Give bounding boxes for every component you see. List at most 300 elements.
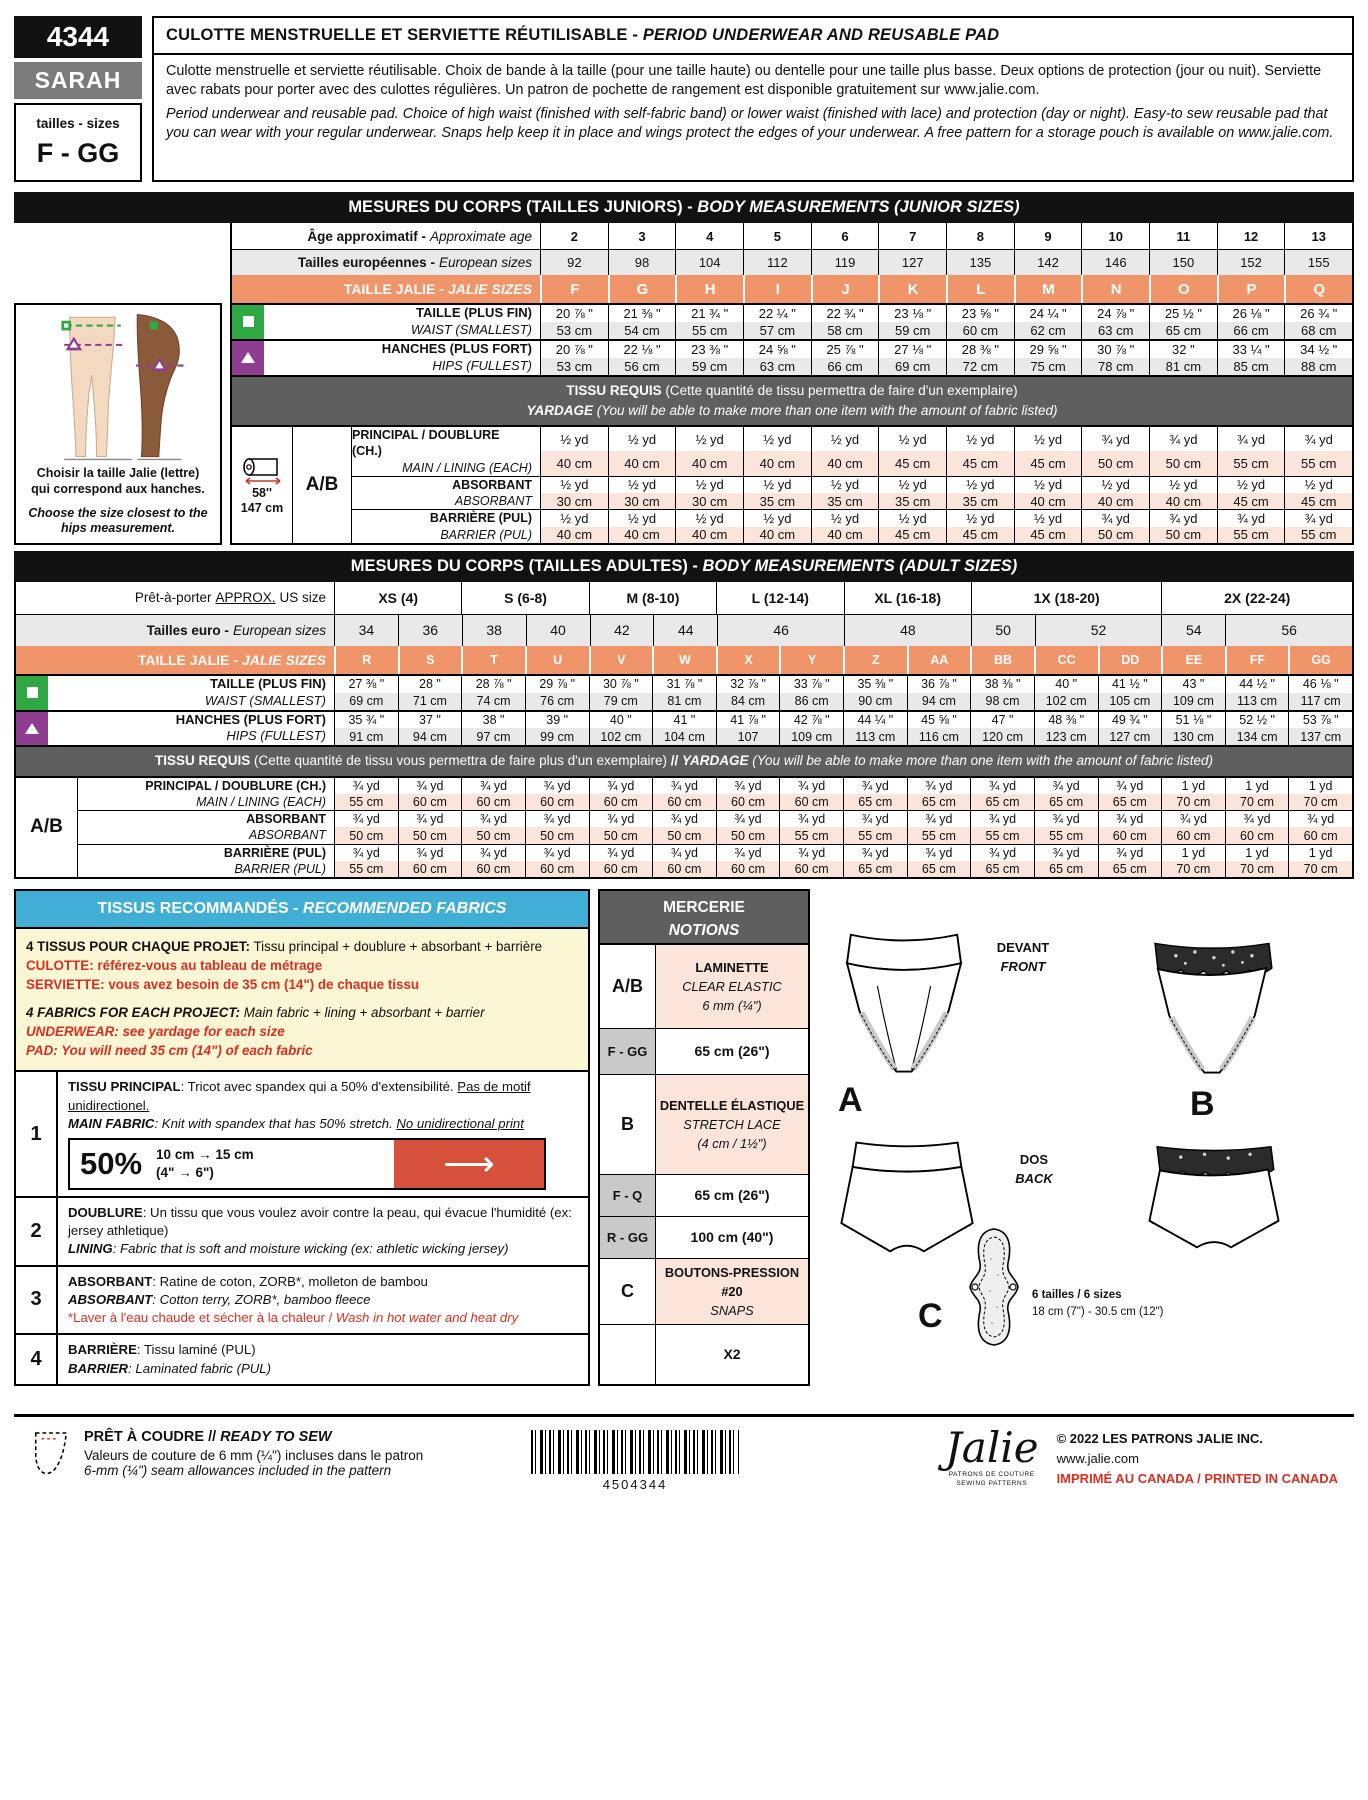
yardage-cell: 60 cm — [525, 861, 589, 877]
waist-inch-cell: 44 ½ " — [1225, 676, 1289, 693]
yardage-cell: ½ yd — [811, 477, 879, 493]
waist-label — [264, 305, 540, 339]
yardage-cell: ½ yd — [540, 510, 608, 526]
header — [14, 16, 1354, 182]
header-left-column — [14, 16, 142, 182]
junior-title-en: BODY MEASUREMENTS (JUNIOR SIZES) — [697, 198, 1020, 216]
hips-cm-cell: 116 cm — [907, 728, 971, 745]
fabric-row-number: 3 — [16, 1267, 58, 1334]
us-label-post: US size — [279, 590, 326, 606]
euro-cell: 142 — [1014, 250, 1082, 275]
hips-inch-cell: 40 " — [589, 712, 653, 729]
pattern-number: 4344 — [14, 16, 142, 58]
yardage-cell: ¾ yd — [1098, 778, 1162, 794]
hips-cm-cell: 59 cm — [675, 358, 743, 375]
stretch-percent: 50% — [80, 1145, 143, 1181]
pattern-title-fr: CULOTTE MENSTRUELLE ET SERVIETTE RÉUTILISABLE - — [166, 26, 643, 44]
yardage-cell: ½ yd — [608, 427, 676, 451]
yardage-cell: ¾ yd — [907, 811, 971, 827]
adult-jalie-row — [16, 646, 1352, 674]
yardage-cell: ¾ yd — [1288, 811, 1352, 827]
yardage-cell: ½ yd — [743, 477, 811, 493]
junior-age-row — [232, 223, 1352, 249]
yardage-cell: 60 cm — [461, 861, 525, 877]
us-size-cell: M (8-10) — [589, 582, 716, 614]
intro-line-1 — [26, 937, 578, 956]
notion-qty: 65 cm (26") — [694, 1043, 770, 1060]
euro-cell: 112 — [743, 250, 811, 275]
hips-inch-cell: 47 " — [970, 712, 1034, 729]
header-right-box — [152, 16, 1354, 182]
footer-left — [30, 1429, 470, 1481]
yardage-cell: ¾ yd — [525, 845, 589, 861]
adult-euro-cells — [334, 615, 1352, 646]
yardage-cell: ¾ yd — [779, 811, 843, 827]
care-note-fr: *Laver à l'eau chaude et sécher à la chaleur — [68, 1310, 329, 1326]
yardage-cell: ¾ yd — [1149, 427, 1217, 451]
waist-square-icon — [232, 305, 264, 339]
yardage-cell: 40 cm — [1081, 493, 1149, 509]
adult-euro-cell: 50 — [971, 615, 1035, 646]
junior-absorbent-yardage — [352, 476, 1352, 510]
hips-cm-cell: 104 cm — [652, 728, 716, 745]
intro-line-1-text: Tissu principal + doublure + absorbant + barrière — [249, 939, 543, 955]
back-view-label — [1004, 1151, 1064, 1189]
absorbent-label-en: ABSORBANT — [454, 494, 532, 509]
hips-inch-cell: 29 ⅝ " — [1014, 341, 1082, 358]
ready-fr: PRÊT À COUDRE // — [84, 1428, 221, 1445]
notion-code: B — [600, 1075, 656, 1174]
us-size-label — [16, 582, 334, 614]
yardage-cell: ¾ yd — [970, 811, 1034, 827]
yardage-cell: 45 cm — [946, 451, 1014, 475]
adult-main-values — [334, 778, 1352, 811]
waist-label-en: WAIST (SMALLEST) — [410, 321, 532, 337]
waist-cm-cell: 54 cm — [608, 322, 676, 339]
hips-cm-cells — [540, 358, 1352, 375]
stretch-range-imperial: (4" → 6") — [156, 1164, 214, 1180]
intro-line-6-lead: PAD: — [26, 1043, 58, 1059]
hips-inch-cell: 20 ⅞ " — [540, 341, 608, 358]
adult-table-title — [14, 551, 1354, 582]
yardage-banner-en-title: YARDAGE — [526, 402, 597, 418]
adult-jalie-cell: FF — [1225, 646, 1289, 674]
jalie-logo-subtitle — [945, 1470, 1039, 1488]
waist-inch-cell: 21 ⅜ " — [608, 305, 676, 322]
yardage-cell: 55 cm — [1217, 451, 1285, 475]
waist-cm-cell: 98 cm — [970, 693, 1034, 710]
age-label-fr: Âge approximatif - — [307, 228, 426, 244]
yardage-cell: 60 cm — [1288, 827, 1352, 843]
adult-absorbent-label-fr: ABSORBANT — [246, 812, 326, 827]
body-measurement-illustration — [14, 303, 222, 545]
waist-inch-cell: 23 ⅛ " — [878, 305, 946, 322]
waist-cm-cell: 62 cm — [1014, 322, 1082, 339]
hips-cm-cell: 102 cm — [589, 728, 653, 745]
yardage-cell: ¾ yd — [907, 845, 971, 861]
waist-inch-cell: 27 ⅜ " — [334, 676, 398, 693]
view-c-label: C — [918, 1297, 943, 1336]
yardage-cell: 65 cm — [1034, 794, 1098, 810]
yardage-cell: 70 cm — [1225, 861, 1289, 877]
absorbent-fr-text: : Ratine de coton, ZORB*, molleton de bambou — [152, 1273, 428, 1289]
notion-qty-cell — [656, 1029, 808, 1074]
yardage-cell: 60 cm — [652, 794, 716, 810]
website: www.jalie.com — [1056, 1450, 1139, 1466]
fabrics-header — [16, 891, 588, 929]
hips-inch-cell: 32 " — [1149, 341, 1217, 358]
view-b-back-drawing — [1138, 1141, 1290, 1253]
adult-jalie-cells — [334, 646, 1352, 674]
yardage-cell: ¾ yd — [589, 778, 653, 794]
yardage-cell: 70 cm — [1288, 794, 1352, 810]
euro-cell: 92 — [540, 250, 608, 275]
yardage-cell: ¾ yd — [1149, 510, 1217, 526]
notion-name-en: CLEAR ELASTIC — [682, 979, 782, 995]
yardage-cell: 65 cm — [970, 861, 1034, 877]
hips-inch-cell: 53 ⅞ " — [1288, 712, 1352, 729]
yardage-cell: ¾ yd — [716, 778, 780, 794]
logo-sub-fr: PATRONS DE COUTURE — [948, 1470, 1035, 1478]
adult-table — [14, 582, 1354, 879]
yardage-cell: 55 cm — [779, 827, 843, 843]
waist-cm-cell: 84 cm — [716, 693, 780, 710]
yardage-cell: 60 cm — [589, 794, 653, 810]
yardage-cell: 40 cm — [743, 527, 811, 543]
notion-size: (4 cm / 1½") — [697, 1136, 767, 1152]
yardage-cell: 35 cm — [811, 493, 879, 509]
notions-title-en: NOTIONS — [668, 922, 740, 940]
ready-to-sew-note — [84, 1429, 423, 1481]
waist-inch-cell: 24 ⅞ " — [1081, 305, 1149, 322]
jalie-size-cell: P — [1217, 275, 1285, 303]
age-cell: 9 — [1014, 223, 1082, 249]
age-cell: 3 — [608, 223, 676, 249]
age-cell: 10 — [1081, 223, 1149, 249]
yardage-cell: 65 cm — [1034, 861, 1098, 877]
fabric-row-2-body — [58, 1198, 588, 1265]
yardage-cell: ½ yd — [878, 427, 946, 451]
yardage-cell: 50 cm — [589, 827, 653, 843]
adult-hips-cm-cells — [334, 728, 1352, 745]
hips-label-en: HIPS (FULLEST) — [432, 357, 532, 373]
yardage-cell: ¾ yd — [334, 811, 398, 827]
stretch-gauge — [68, 1138, 546, 1190]
yardage-cell: 40 cm — [1149, 493, 1217, 509]
intro-line-6-text: You will need 35 cm (14") of each fabric — [57, 1043, 313, 1059]
waist-inch-cell: 38 ⅜ " — [970, 676, 1034, 693]
yardage-cell: 1 yd — [1161, 778, 1225, 794]
fabric-row-number: 1 — [16, 1072, 58, 1196]
yardage-banner-fr-title: TISSU REQUIS — [566, 382, 666, 398]
waist-inch-cell: 43 " — [1161, 676, 1225, 693]
notion-size-range-empty — [600, 1325, 656, 1384]
age-cell: 6 — [811, 223, 879, 249]
notion-name-en: SNAPS — [710, 1303, 754, 1319]
notion-code: C — [600, 1259, 656, 1324]
waist-cm-cell: 65 cm — [1149, 322, 1217, 339]
yardage-cell: 50 cm — [716, 827, 780, 843]
yardage-cell: 50 cm — [525, 827, 589, 843]
notion-name-fr: BOUTONS-PRESSION — [664, 1264, 800, 1280]
notions-title-fr: MERCERIE — [663, 899, 745, 917]
yardage-cell: ¾ yd — [1217, 427, 1285, 451]
junior-jalie-row — [232, 275, 1352, 303]
notion-item-elastic — [600, 945, 808, 1029]
notion-description — [656, 1259, 808, 1324]
hips-inch-cell: 24 ⅝ " — [743, 341, 811, 358]
adult-banner-en-text: (You will be able to make more than one item with the amount of fabric listed) — [752, 753, 1214, 769]
yardage-cell: ½ yd — [1014, 477, 1082, 493]
adult-jalie-label-fr: TAILLE JALIE - — [137, 651, 238, 668]
euro-cell: 119 — [811, 250, 879, 275]
waist-inch-cell: 30 ⅞ " — [589, 676, 653, 693]
hips-cm-cell: 91 cm — [334, 728, 398, 745]
yardage-cell: 45 cm — [946, 527, 1014, 543]
yardage-cell: ¾ yd — [1161, 811, 1225, 827]
yardage-cell: 65 cm — [1098, 794, 1162, 810]
us-size-cell: XS (4) — [334, 582, 461, 614]
intro-line-2-text: référez-vous au tableau de métrage — [93, 958, 323, 974]
pattern-title-en: PERIOD UNDERWEAR AND REUSABLE PAD — [642, 26, 1000, 44]
waist-inch-cell: 41 ½ " — [1098, 676, 1162, 693]
hips-cm-cell: 99 cm — [525, 728, 589, 745]
adult-yardage-banner — [16, 745, 1352, 775]
waist-inch-cell: 26 ⅛ " — [1217, 305, 1285, 322]
waist-cm-cell: 109 cm — [1161, 693, 1225, 710]
adult-jalie-cell: BB — [970, 646, 1034, 674]
yardage-cell: 1 yd — [1288, 778, 1352, 794]
jalie-label-en: JALIE SIZES — [447, 281, 532, 297]
waist-inch-cell: 22 ¼ " — [743, 305, 811, 322]
waist-inch-cell: 21 ¾ " — [675, 305, 743, 322]
hips-inch-cell: 27 ⅛ " — [878, 341, 946, 358]
hips-inch-cell: 42 ⅞ " — [779, 712, 843, 729]
yardage-cell: ½ yd — [946, 427, 1014, 451]
footer — [14, 1414, 1354, 1492]
yardage-cell: ½ yd — [1284, 477, 1352, 493]
yardage-cell: 65 cm — [907, 861, 971, 877]
hips-inch-cell: 28 ⅜ " — [946, 341, 1014, 358]
notion-code: A/B — [600, 945, 656, 1028]
adult-absorbent-label — [78, 811, 334, 844]
notion-item-lace — [600, 1075, 808, 1175]
fabric-row-3 — [16, 1267, 588, 1336]
adult-waist-block — [16, 674, 1352, 710]
lining-fr-lead: DOUBLURE — [68, 1204, 143, 1220]
yardage-cell: 65 cm — [907, 794, 971, 810]
yardage-cell: ¾ yd — [461, 778, 525, 794]
hips-inch-cell: 37 " — [398, 712, 462, 729]
waist-cm-cell: 94 cm — [907, 693, 971, 710]
yardage-cell: ¾ yd — [589, 811, 653, 827]
yardage-cell: ¾ yd — [779, 845, 843, 861]
us-size-cell: XL (16-18) — [844, 582, 971, 614]
yardage-cell: 65 cm — [843, 794, 907, 810]
absorbent-en — [68, 1291, 578, 1309]
absorbent-yardage-values — [540, 477, 1352, 510]
adult-jalie-cell: T — [461, 646, 525, 674]
yardage-cell: ¾ yd — [716, 845, 780, 861]
yardage-cell: 60 cm — [1098, 827, 1162, 843]
waist-cm-cell: 105 cm — [1098, 693, 1162, 710]
yardage-cell: 40 cm — [743, 451, 811, 475]
yardage-cell: 35 cm — [743, 493, 811, 509]
hips-inch-cell: 25 ⅞ " — [811, 341, 879, 358]
adult-title-en: BODY MEASUREMENTS (ADULT SIZES) — [702, 556, 1018, 575]
yardage-cell: 55 cm — [1284, 527, 1352, 543]
barrier-fr-lead: BARRIÈRE — [68, 1342, 137, 1358]
main-label-en: MAIN / LINING (EACH) — [402, 460, 532, 475]
adult-euro-cell: 56 — [1225, 615, 1352, 646]
euro-cell: 104 — [675, 250, 743, 275]
yardage-banner-fr — [238, 381, 1346, 401]
abs-cm-cells — [540, 493, 1352, 509]
junior-yardage — [232, 425, 1352, 543]
adult-barrier-yardage — [78, 844, 1352, 878]
ready-en: READY TO SEW — [220, 1428, 332, 1445]
hips-inch-cell: 44 ¼ " — [843, 712, 907, 729]
adult-barrier-values — [334, 845, 1352, 878]
yardage-cell: 45 cm — [1284, 493, 1352, 509]
waist-cm-cell: 86 cm — [779, 693, 843, 710]
yardage-cell: 60 cm — [589, 861, 653, 877]
pattern-name: SARAH — [14, 62, 142, 99]
view-a-label: A — [838, 1081, 863, 1120]
intro-line-4-lead: 4 FABRICS FOR EACH PROJECT: — [26, 1005, 241, 1021]
waist-inch-cells — [540, 305, 1352, 322]
yardage-cell: 40 cm — [608, 527, 676, 543]
yardage-banner-fr-text: (Cette quantité de tissu permettra de faire d'un exemplaire) — [665, 382, 1018, 398]
yardage-cell: ½ yd — [811, 510, 879, 526]
hips-label — [264, 341, 540, 375]
waist-inch-cell: 46 ⅛ " — [1288, 676, 1352, 693]
yardage-cell: 60 cm — [398, 861, 462, 877]
euro-cell: 135 — [946, 250, 1014, 275]
adult-main-label-fr: PRINCIPAL / DOUBLURE (CH.) — [145, 778, 326, 793]
yardage-cell: ¾ yd — [525, 811, 589, 827]
views-label: A/B — [292, 427, 351, 543]
yardage-cell: 30 cm — [540, 493, 608, 509]
pattern-title — [154, 18, 1352, 55]
adult-hips-inch-cells — [334, 712, 1352, 729]
age-cell: 11 — [1149, 223, 1217, 249]
hips-inch-cell: 48 ⅜ " — [1034, 712, 1098, 729]
us-size-cell: S (6-8) — [461, 582, 588, 614]
yardage-cell: 60 cm — [779, 861, 843, 877]
main-fabric-en-underline: No unidirectional print — [396, 1115, 524, 1131]
intro-line-5-text: see yardage for each size — [118, 1024, 285, 1040]
yardage-cell: 40 cm — [1014, 493, 1082, 509]
yardage-cell: 40 cm — [811, 527, 879, 543]
age-cell: 4 — [675, 223, 743, 249]
yardage-cell: 30 cm — [608, 493, 676, 509]
main-fabric-en-lead: MAIN FABRIC — [68, 1115, 155, 1131]
waist-label-fr: TAILLE (PLUS FIN) — [415, 305, 532, 320]
hips-cm-cell: 66 cm — [811, 358, 879, 375]
main-fabric-en — [68, 1115, 578, 1133]
adult-jalie-label — [16, 646, 334, 674]
waist-cm-cell: 57 cm — [743, 322, 811, 339]
yardage-cell: 70 cm — [1288, 861, 1352, 877]
barrier-fr-text: : Tissu laminé (PUL) — [136, 1342, 256, 1358]
waist-cm-cell: 74 cm — [461, 693, 525, 710]
waist-cm-cell: 60 cm — [946, 322, 1014, 339]
yardage-cell: ¾ yd — [398, 845, 462, 861]
hips-cm-cell: 107 — [716, 728, 780, 745]
junior-waist-block — [232, 303, 1352, 339]
fabric-row-3-body — [58, 1267, 588, 1334]
waist-inch-cell: 26 ¾ " — [1284, 305, 1352, 322]
notions-header — [600, 891, 808, 945]
euro-label-en: European sizes — [438, 255, 532, 270]
fabrics-intro — [16, 929, 588, 1072]
yardage-cell: ½ yd — [675, 477, 743, 493]
yardage-cell: 60 cm — [779, 794, 843, 810]
waist-inch-cell: 29 ⅞ " — [525, 676, 589, 693]
yardage-cell: 40 cm — [608, 451, 676, 475]
waist-inch-cell: 22 ¾ " — [811, 305, 879, 322]
care-note-en: Wash in hot water and heat dry — [335, 1310, 519, 1326]
waist-cm-cell: 68 cm — [1284, 322, 1352, 339]
waist-inch-cell: 20 ⅞ " — [540, 305, 608, 322]
yardage-cell: 1 yd — [1225, 778, 1289, 794]
adult-jalie-cell: GG — [1288, 646, 1352, 674]
fabric-row-number: 4 — [16, 1335, 58, 1383]
yardage-cell: ¾ yd — [334, 845, 398, 861]
yardage-cell: ½ yd — [608, 477, 676, 493]
seam-allowance-en: 6-mm (¼") seam allowances included in the pattern — [84, 1462, 392, 1478]
notion-qty: X2 — [723, 1345, 741, 1362]
waist-cm-cell: 113 cm — [1225, 693, 1289, 710]
yardage-cell: 60 cm — [461, 794, 525, 810]
adult-abs-cm-cells — [334, 827, 1352, 843]
age-row-label — [232, 223, 540, 249]
yardage-cell: 50 cm — [334, 827, 398, 843]
waist-inch-cell: 28 " — [398, 676, 462, 693]
adult-euro-cell: 48 — [844, 615, 971, 646]
yardage-cell: 40 cm — [540, 527, 608, 543]
adult-euro-cell: 40 — [526, 615, 590, 646]
sizes-label: tailles - sizes — [36, 116, 120, 131]
stretch-arrow-icon: ⟶ — [394, 1140, 544, 1188]
hips-cm-cell: 97 cm — [461, 728, 525, 745]
fabrics-title-fr: TISSUS RECOMMANDÉS - — [97, 900, 303, 918]
yardage-cell: 50 cm — [1149, 451, 1217, 475]
yardage-cell: ½ yd — [1217, 477, 1285, 493]
adult-jalie-cell: R — [334, 646, 398, 674]
euro-cell: 98 — [608, 250, 676, 275]
jalie-label-fr: TAILLE JALIE - — [343, 281, 444, 297]
main-yd-cells — [540, 427, 1352, 451]
adult-euro-cell: 44 — [653, 615, 717, 646]
yardage-cell: 65 cm — [970, 794, 1034, 810]
hips-cm-cell: 88 cm — [1284, 358, 1352, 375]
intro-line-1-lead: 4 TISSUS POUR CHAQUE PROJET: — [26, 939, 250, 955]
hips-inch-cell: 41 ⅞ " — [716, 712, 780, 729]
copyright-line: © 2022 LES PATRONS JALIE INC. — [1056, 1430, 1263, 1446]
hips-inch-cell: 51 ⅛ " — [1161, 712, 1225, 729]
waist-inch-cell: 24 ¼ " — [1014, 305, 1082, 322]
junior-grid — [230, 223, 1354, 545]
yardage-cell: ½ yd — [743, 427, 811, 451]
hips-values — [540, 341, 1352, 375]
waist-cm-cell: 102 cm — [1034, 693, 1098, 710]
adult-us-size-row — [16, 582, 1352, 614]
yardage-cell: 55 cm — [1034, 827, 1098, 843]
yardage-cell: ¾ yd — [1081, 510, 1149, 526]
hips-triangle-icon — [16, 712, 48, 746]
